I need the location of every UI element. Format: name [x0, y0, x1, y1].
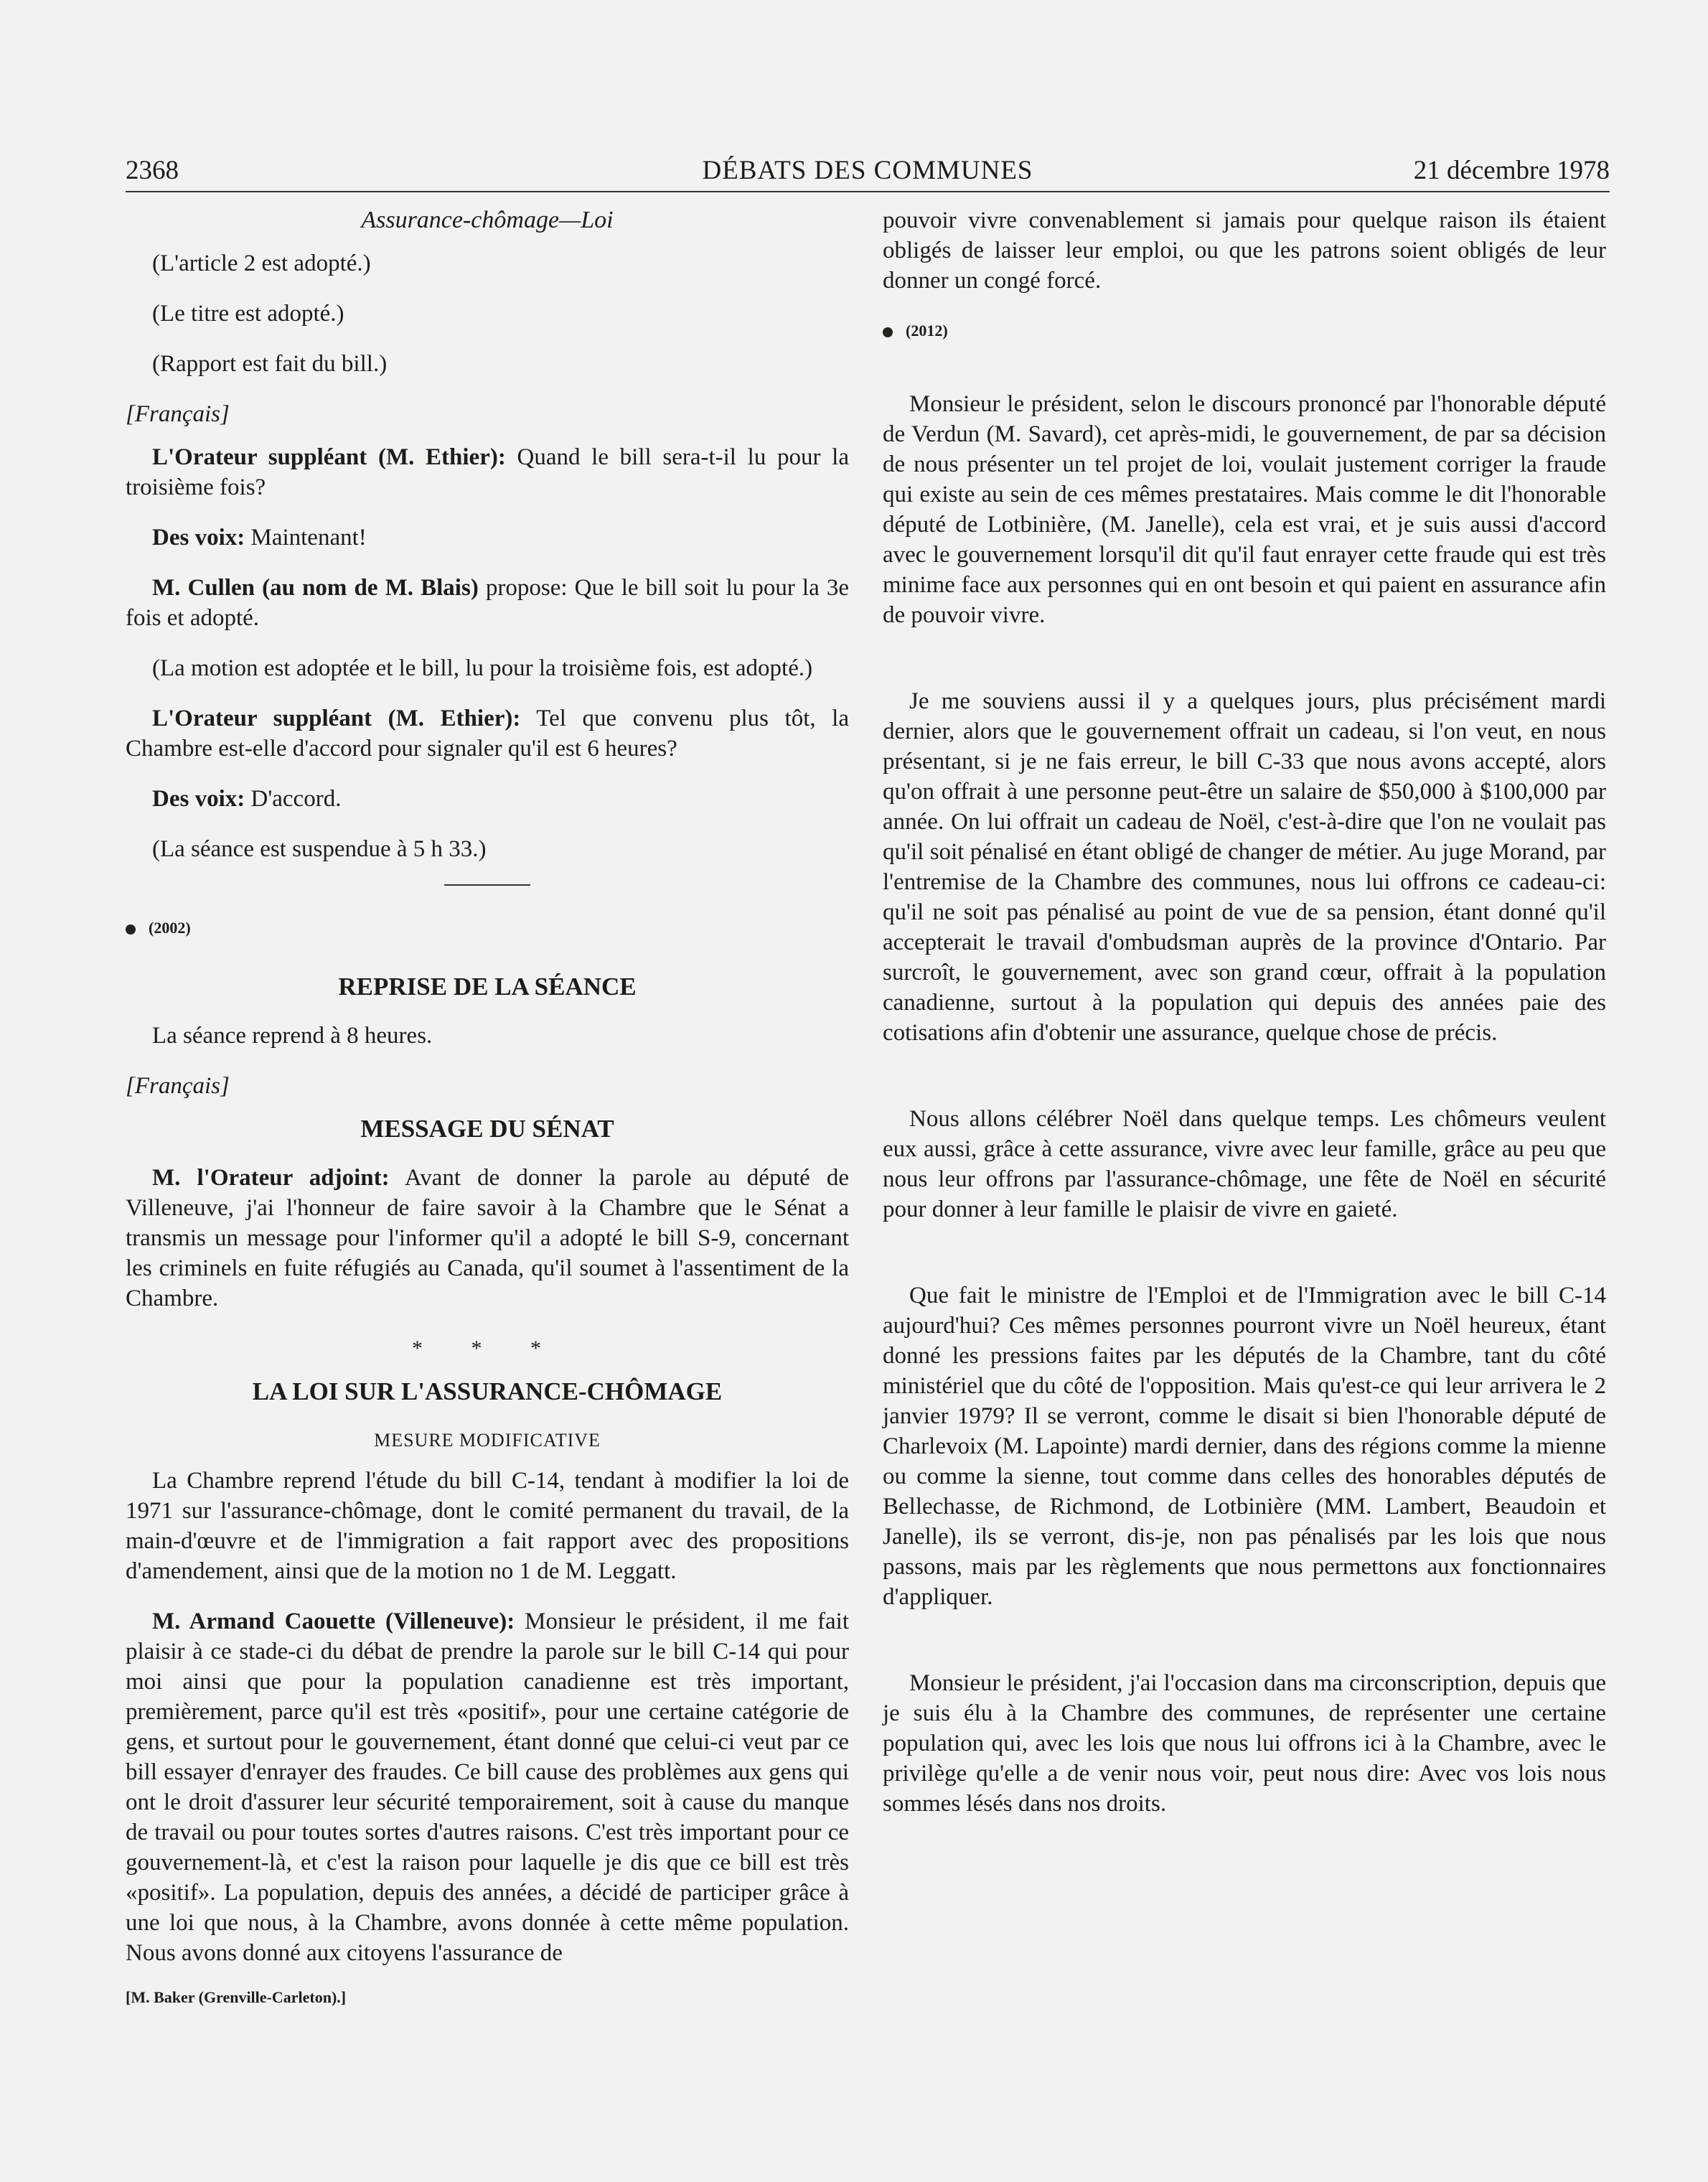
speech-paragraph	[126, 1163, 849, 1314]
section-separator: * * *	[412, 1336, 563, 1360]
page-header	[126, 151, 1610, 192]
section-subheading: MESURE MODIFICATIVE	[374, 1430, 601, 1451]
paragraph: (L'article 2 est adopté.)	[152, 250, 371, 276]
speech-paragraph	[126, 523, 849, 553]
speaker-name: L'Orateur suppléant (M. Ethier):	[152, 706, 521, 731]
speech-paragraph	[126, 703, 849, 764]
paragraph: (La motion est adoptée et le bill, lu pour la troisième fois, est adopté.)	[152, 655, 813, 681]
speaker-name: Des voix:	[152, 525, 245, 551]
paragraph: La Chambre reprend l'étude du bill C-14, tendant à modifier la loi de 1971 sur l'assurance-chômage, dont le comité permanent du travail, de la main-d'œuvre et de l'immigration a fait rapport avec des propositions d'amendement, ainsi que de la motion no 1 de M. Leggatt.	[126, 1468, 849, 1584]
section-heading: REPRISE DE LA SÉANCE	[338, 973, 637, 1001]
page-footnote: [M. Baker (Grenville-Carleton).]	[126, 1988, 347, 2006]
speaker-name: M. l'Orateur adjoint:	[152, 1165, 390, 1191]
section-heading: MESSAGE DU SÉNAT	[360, 1115, 614, 1143]
paragraph: (Le titre est adopté.)	[152, 301, 344, 327]
paragraph: pouvoir vivre convenablement si jamais pour quelque raison ils étaient obligés de laisser leur emploi, ou que les patrons soient obligés de leur donner un congé forcé.	[883, 207, 1606, 294]
bullet-dot-icon	[126, 924, 136, 935]
time-marker	[126, 913, 849, 943]
left-column	[126, 205, 849, 2013]
speaker-name: M. Cullen (au nom de M. Blais)	[152, 575, 479, 601]
speaker-name: L'Orateur suppléant (M. Ethier):	[152, 444, 506, 470]
speech-text: Tel que convenu plus tôt, la Chambre est-elle d'accord pour signaler qu'il est 6 heures?	[126, 706, 849, 762]
speech-text: Monsieur le président, il me fait plaisir à ce stade-ci du débat de prendre la parole sur le bill C-14 qui pour moi ainsi que pour la population canadienne est très important, premièrement, parce qu'il est très «positif», pour une certaine catégorie de gens, et surtout pour le gouvernement, étant donné que celui-ci veut par ce bill essayer d'enrayer des fraudes. Ce bill cause des problèmes aux gens qui ont le droit d'assurer leur sécurité temporairement, soit à cause du manque de travail ou pour toutes sortes d'autres raisons. C'est très important pour ce gouvernement-là, et c'est la raison pour laquelle je dis que ce bill est très «positif». La population, depuis des années, a décidé de participer grâce à une loi que nous, à la Chambre, avons donnée à cette même population. Nous avons donné aux citoyens l'assurance de	[126, 1609, 849, 1966]
time-stamp: (2002)	[149, 919, 191, 937]
paragraph: Monsieur le président, j'ai l'occasion dans ma circonscription, depuis que je suis élu à la Chambre des communes, de représenter une certaine population qui, avec les lois que nous lui offrons ici à la Chambre, avec le privilège qu'elle a de venir nous voir, peut nous dire: Avec vos lois nous sommes lésés dans nos droits.	[883, 1670, 1606, 1817]
right-column	[883, 205, 1606, 1875]
speech-text: Avant de donner la parole au député de Villeneuve, j'ai l'honneur de faire savoir à la Chambre que le Sénat a transmis un message pour l'informer qu'il a adopté le bill S-9, concernant les criminels en fuite réfugiés au Canada, qu'il soumet à l'assentiment de la Chambre.	[126, 1165, 849, 1311]
time-marker	[883, 316, 1606, 346]
paragraph: (Rapport est fait du bill.)	[152, 351, 388, 377]
speech-paragraph	[126, 573, 849, 633]
language-tag: [Français]	[126, 1073, 230, 1099]
speech-paragraph	[126, 784, 849, 814]
speaker-name: Des voix:	[152, 786, 245, 812]
page-title: DÉBATS DES COMMUNES	[702, 156, 1033, 185]
time-stamp: (2012)	[906, 322, 948, 340]
speaker-name: M. Armand Caouette (Villeneuve):	[152, 1609, 515, 1634]
paragraph: Monsieur le président, selon le discours prononcé par l'honorable député de Verdun (M. Savard), cet après-midi, le gouvernement, de par sa décision de nous présenter un tel projet de loi, voulait justement corriger la fraude qui existe au sein de ces mêmes prestataires. Mais comme le dit l'honorable député de Lotbinière, (M. Janelle), cela est vrai, et je suis aussi d'accord avec le gouvernement lorsqu'il dit qu'il faut enrayer cette fraude qui est très minime face aux personnes qui en ont besoin et qui paient en assurance afin de pouvoir vivre.	[883, 391, 1606, 628]
speech-text: Maintenant!	[245, 525, 367, 551]
paragraph: Je me souviens aussi il y a quelques jours, plus précisément mardi dernier, alors que le gouvernement offrait un cadeau, si l'on veut, en nous présentant, si je ne fais erreur, le bill C-33 que nous avons accepté, alors qu'on offrait à une personne peut-être un salaire de $50,000 à $100,000 par année. On lui offrait un cadeau de Noël, c'est-à-dire que l'on ne voulait pas qu'il soit pénalisé en étant obligé de changer de métier. Au juge Morand, par l'entremise de la Chambre des communes, nous lui offrons ce cadeau-ci: qu'il ne soit pas pénalisé au point de vue de sa pension, étant donné qu'il accepterait le travail d'ombudsman auprès de la province d'Ontario. Par surcroît, le gouvernement, avec son grand cœur, offrait à la population canadienne, surtout à la population qui depuis des années paie des cotisations afin d'obtenir une assurance, quelque chose de précis.	[883, 688, 1606, 1046]
speech-text: Quand le bill sera-t-il lu pour la troisième fois?	[126, 444, 849, 500]
page-number: 2368	[126, 156, 179, 185]
speech-paragraph	[126, 1606, 849, 1968]
speech-text: propose: Que le bill soit lu pour la 3e fois et adopté.	[126, 575, 849, 631]
language-tag: [Français]	[126, 401, 230, 427]
paragraph: Nous allons célébrer Noël dans quelque temps. Les chômeurs veulent eux aussi, grâce à cette assurance, vivre avec leur famille, grâce au peu que nous leur offrons par l'assurance-chômage, une fête de Noël en sécurité pour donner à leur famille le plaisir de vivre en gaieté.	[883, 1106, 1606, 1222]
speech-text: D'accord.	[245, 786, 342, 812]
paragraph: La séance reprend à 8 heures.	[152, 1023, 433, 1049]
running-head: Assurance-chômage—Loi	[361, 207, 614, 233]
section-divider	[444, 884, 530, 886]
section-heading: LA LOI SUR L'ASSURANCE-CHÔMAGE	[252, 1377, 723, 1405]
bullet-dot-icon	[883, 327, 893, 337]
page-date: 21 décembre 1978	[1413, 156, 1610, 185]
speech-paragraph	[126, 442, 849, 502]
paragraph: Que fait le ministre de l'Emploi et de l'Immigration avec le bill C-14 aujourd'hui? Ces mêmes personnes pourront vivre un Noël heureux, étant donné les pressions faites par les députés de la Chambre, tant du côté ministériel que du côté de l'opposition. Mais qu'est-ce qui leur arrivera le 2 janvier 1979? Il se verront, comme le disait si bien l'honorable député de Charlevoix (M. Lapointe) mardi dernier, dans des régions comme la mienne ou comme la sienne, tout comme dans celles des honorables députés de Bellechasse, de Richmond, de Lotbinière (MM. Lambert, Beaudoin et Janelle), ils se verront, dis-je, non pas pénalisés par les lois que nous passons, mais par les règlements que nous permettons aux fonctionnaires d'appliquer.	[883, 1283, 1606, 1610]
paragraph: (La séance est suspendue à 5 h 33.)	[152, 836, 487, 862]
